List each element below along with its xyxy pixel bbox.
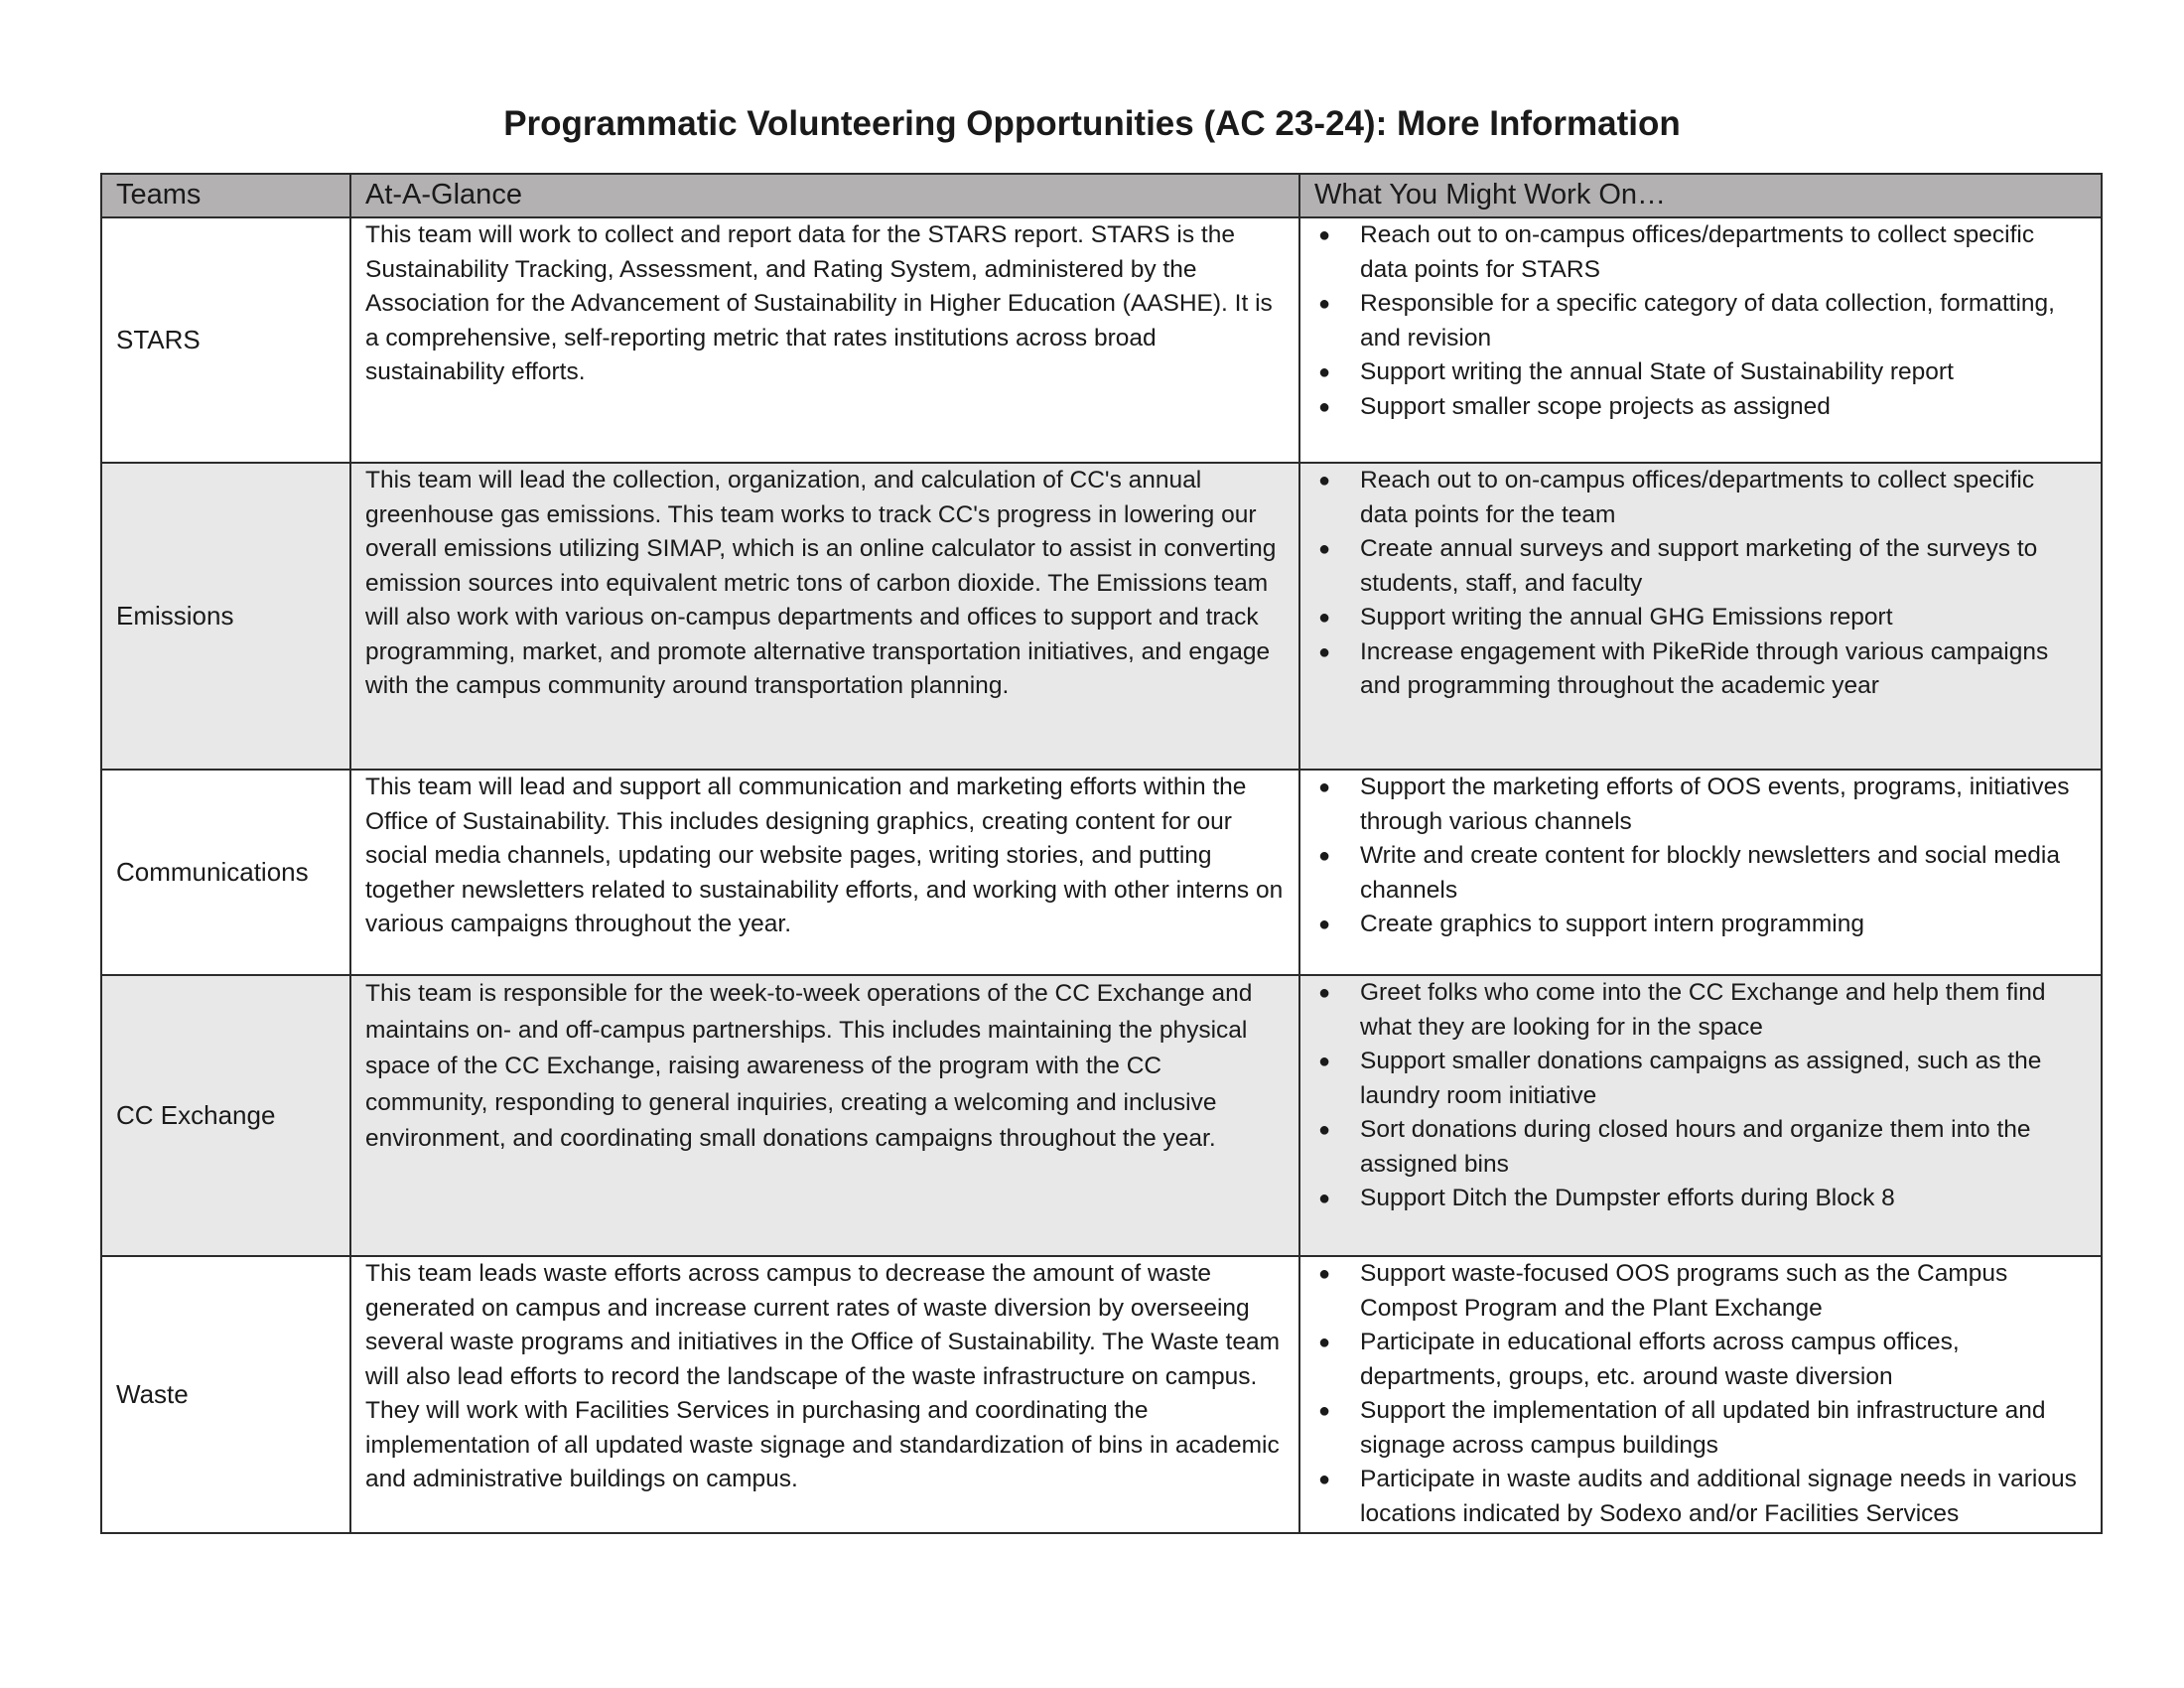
team-description: This team will lead and support all communication and marketing efforts within the Office of Sustainability. This includes designing graphics, creating content for our social media channels, updating our website pages, writing stories, and putting together newsletters related to sustainability efforts, and working with other interns on various campaigns throughout the year.: [350, 770, 1299, 975]
bullet-icon: ●: [1318, 776, 1331, 798]
team-tasks: [1299, 463, 2102, 770]
bullet-icon: ●: [1318, 1332, 1331, 1353]
team-description: This team will work to collect and report data for the STARS report. STARS is the Sustainability Tracking, Assessment, and Rating System, administered by the Association for the Advancement of Sustainability in Higher Education (AASHE). It is a comprehensive, self-reporting metric that rates institutions across broad sustainability efforts.: [350, 217, 1299, 463]
task-item: ● Support smaller scope projects as assigned: [1314, 390, 2087, 425]
volunteer-opportunities-table: [100, 173, 2103, 1534]
bullet-icon: ●: [1318, 1469, 1331, 1490]
bullet-icon: ●: [1318, 607, 1331, 629]
task-list: [1314, 464, 2087, 704]
team-tasks: [1299, 217, 2102, 463]
task-item: ● Support writing the annual State of Sustainability report: [1314, 355, 2087, 390]
task-item: ● Support smaller donations campaigns as assigned, such as the laundry room initiative: [1314, 1045, 2087, 1113]
bullet-icon: ●: [1318, 1400, 1331, 1422]
bullet-icon: ●: [1318, 1263, 1331, 1285]
task-item: ● Support Ditch the Dumpster efforts during Block 8: [1314, 1182, 2087, 1216]
task-item: ● Write and create content for blockly newsletters and social media channels: [1314, 839, 2087, 908]
page-title: Programmatic Volunteering Opportunities (AC 23-24): More Information: [503, 104, 1681, 143]
team-tasks: [1299, 770, 2102, 975]
table-row: [101, 1256, 2102, 1533]
task-item: ● Support writing the annual GHG Emissions report: [1314, 601, 2087, 635]
task-item: ● Participate in waste audits and additional signage needs in various locations indicated by Sodexo and/or Facilities Services: [1314, 1463, 2087, 1531]
bullet-icon: ●: [1318, 1051, 1331, 1072]
team-description: This team is responsible for the week-to-week operations of the CC Exchange and maintains on- and off-campus partnerships. This includes maintaining the physical space of the CC Exchange, raising awareness of the program with the CC community, responding to general inquiries, creating a welcoming and inclusive environment, and coordinating small donations campaigns throughout the year.: [350, 975, 1299, 1256]
team-name: STARS: [101, 217, 350, 463]
task-item: ● Create graphics to support intern programming: [1314, 908, 2087, 942]
team-tasks: [1299, 975, 2102, 1256]
task-item: ● Support waste-focused OOS programs such as the Campus Compost Program and the Plant Exchange: [1314, 1257, 2087, 1326]
team-tasks: [1299, 1256, 2102, 1533]
header-at-a-glance: At-A-Glance: [350, 174, 1299, 217]
task-list: [1314, 1257, 2087, 1531]
task-item: ● Sort donations during closed hours and organize them into the assigned bins: [1314, 1113, 2087, 1182]
task-item: ● Reach out to on-campus offices/departments to collect specific data points for STARS: [1314, 218, 2087, 287]
table-header-row: [101, 174, 2102, 217]
task-item: ● Support the marketing efforts of OOS events, programs, initiatives through various channels: [1314, 771, 2087, 839]
task-item: ● Increase engagement with PikeRide through various campaigns and programming throughout the academic year: [1314, 635, 2087, 704]
task-list: [1314, 218, 2087, 424]
bullet-icon: ●: [1318, 1119, 1331, 1141]
team-description: This team leads waste efforts across campus to decrease the amount of waste generated on campus and increase current rates of waste diversion by overseeing several waste programs and initiatives in the Office of Sustainability. The Waste team will also lead efforts to record the landscape of the waste infrastructure on campus. They will work with Facilities Services in purchasing and coordinating the implementation of all updated waste signage and standardization of bins in academic and administrative buildings on campus.: [350, 1256, 1299, 1533]
bullet-icon: ●: [1318, 470, 1331, 492]
table-row: [101, 217, 2102, 463]
task-item: ● Support the implementation of all updated bin infrastructure and signage across campus buildings: [1314, 1394, 2087, 1463]
team-description: This team will lead the collection, organization, and calculation of CC's annual greenhouse gas emissions. This team works to track CC's progress in lowering our overall emissions utilizing SIMAP, which is an online calculator to assist in converting emission sources into equivalent metric tons of carbon dioxide. The Emissions team will also work with various on-campus departments and offices to support and track programming, market, and promote alternative transportation initiatives, and engage with the campus community around transportation planning.: [350, 463, 1299, 770]
team-name: Emissions: [101, 463, 350, 770]
team-name: Communications: [101, 770, 350, 975]
table-row: [101, 975, 2102, 1256]
header-teams: Teams: [101, 174, 350, 217]
table-row: [101, 770, 2102, 975]
table-row: [101, 463, 2102, 770]
task-item: ● Responsible for a specific category of data collection, formatting, and revision: [1314, 287, 2087, 355]
bullet-icon: ●: [1318, 361, 1331, 383]
task-item: ● Greet folks who come into the CC Exchange and help them find what they are looking for in the space: [1314, 976, 2087, 1045]
bullet-icon: ●: [1318, 395, 1331, 418]
bullet-icon: ●: [1318, 1188, 1331, 1209]
team-name: CC Exchange: [101, 975, 350, 1256]
task-list: [1314, 771, 2087, 942]
task-item: ● Create annual surveys and support marketing of the surveys to students, staff, and faculty: [1314, 532, 2087, 601]
team-name: Waste: [101, 1256, 350, 1533]
task-list: [1314, 976, 2087, 1216]
bullet-icon: ●: [1318, 224, 1331, 246]
bullet-icon: ●: [1318, 640, 1331, 663]
bullet-icon: ●: [1318, 293, 1331, 315]
bullet-icon: ●: [1318, 538, 1331, 560]
bullet-icon: ●: [1318, 845, 1331, 867]
bullet-icon: ●: [1318, 914, 1331, 935]
task-item: ● Participate in educational efforts across campus offices, departments, groups, etc. around waste diversion: [1314, 1326, 2087, 1394]
bullet-icon: ●: [1318, 982, 1331, 1004]
header-what-you-might-work-on: What You Might Work On…: [1299, 174, 2102, 217]
task-item: ● Reach out to on-campus offices/departments to collect specific data points for the team: [1314, 464, 2087, 532]
